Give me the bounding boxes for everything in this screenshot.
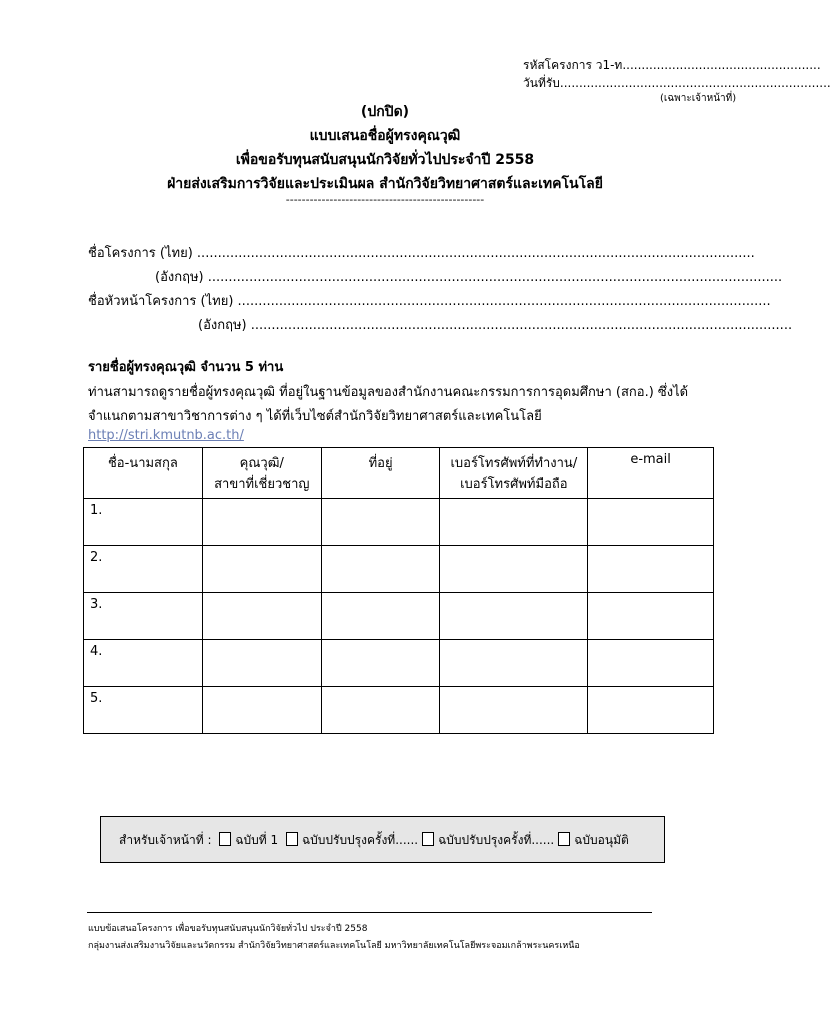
table-cell[interactable]: [202, 546, 321, 593]
project-leader-en[interactable]: (อังกฤษ) ...................................................................................................................................: [198, 318, 793, 333]
table-cell[interactable]: [321, 640, 440, 687]
experts-desc-line2: จำแนกตามสาขาวิชาการต่าง ๆ ได้ที่เว็บไซต์สำนักวิจัยวิทยาศาสตร์และเทคโนโลยี: [88, 409, 542, 424]
col-name-header: ชื่อ-นามสกุล: [84, 448, 203, 499]
checkbox-approved[interactable]: [558, 832, 570, 846]
table-cell[interactable]: [321, 499, 440, 546]
table-row: [84, 546, 714, 593]
table-cell[interactable]: [321, 546, 440, 593]
table-cell[interactable]: [588, 546, 714, 593]
page-title: แบบเสนอชื่อผู้ทรงคุณวุฒิ: [309, 128, 461, 144]
project-code-field: รหัสโครงการ ว1-ท....................................................: [523, 58, 821, 72]
table-row: [84, 640, 714, 687]
col-address-header: ที่อยู่: [321, 448, 440, 499]
table-row: [84, 499, 714, 546]
received-date-field: วันที่รับ.......................................................................: [523, 76, 831, 90]
table-cell[interactable]: [440, 593, 588, 640]
table-cell[interactable]: [202, 593, 321, 640]
option-approved-label: ฉบับอนุมัติ: [574, 833, 629, 847]
stri-website-link[interactable]: http://stri.kmutnb.ac.th/: [88, 428, 244, 443]
table-cell[interactable]: [440, 546, 588, 593]
table-cell[interactable]: [321, 593, 440, 640]
option-revision-b-label: ฉบับปรับปรุงครั้งที่......: [438, 833, 555, 847]
checkbox-revision-b[interactable]: [422, 832, 434, 846]
row-number: 4.: [84, 640, 203, 687]
footer-line1: แบบข้อเสนอโครงการ เพื่อขอรับทุนสนับสนุนนักวิจัยทั่วไป ประจำปี 2558: [88, 924, 368, 934]
checkbox-version-1[interactable]: [219, 832, 231, 846]
table-row: [84, 593, 714, 640]
row-number: 5.: [84, 687, 203, 734]
project-leader-th[interactable]: ชื่อหัวหน้าโครงการ (ไทย) .................................................................................................................................: [88, 294, 771, 309]
col-email-header: e-mail: [588, 448, 714, 499]
option-revision-a-label: ฉบับปรับปรุงครั้งที่......: [301, 833, 419, 847]
table-header-row: [84, 448, 714, 499]
table-cell[interactable]: [588, 499, 714, 546]
experts-desc-line1: ท่านสามารถดูรายชื่อผู้ทรงคุณวุฒิ ที่อยู่ในฐานข้อมูลของสำนักงานคณะกรรมการการอุดมศึกษา (สกอ.) ซึ่งได้: [88, 385, 689, 400]
table-cell[interactable]: [440, 640, 588, 687]
project-name-en[interactable]: (อังกฤษ) ...........................................................................................................................................: [155, 270, 783, 285]
header-divider: --------------------------------------------------: [285, 193, 485, 206]
officer-use-label: สำหรับเจ้าหน้าที่ :: [119, 833, 212, 847]
table-cell[interactable]: [440, 687, 588, 734]
col-phone-header: เบอร์โทรศัพท์ที่ทำงาน/ เบอร์โทรศัพท์มือถือ: [440, 448, 588, 499]
table-cell[interactable]: [588, 640, 714, 687]
row-number: 2.: [84, 546, 203, 593]
officer-only-note: (เฉพาะเจ้าหน้าที่): [660, 93, 737, 104]
experts-table: [83, 447, 714, 734]
cover-label: (ปกปิด): [360, 104, 410, 120]
table-row: [84, 687, 714, 734]
table-cell[interactable]: [321, 687, 440, 734]
option-version-1-label: ฉบับที่ 1: [235, 833, 279, 847]
table-cell[interactable]: [202, 687, 321, 734]
checkbox-revision-a[interactable]: [286, 832, 298, 846]
table-cell[interactable]: [202, 640, 321, 687]
page-subtitle: เพื่อขอรับทุนสนับสนุนนักวิจัยทั่วไปประจำปี 2558: [235, 152, 535, 168]
row-number: 1.: [84, 499, 203, 546]
officer-use-box: [100, 816, 665, 863]
footer-line2: กลุ่มงานส่งเสริมงานวิจัยและนวัตกรรม สำนักวิจัยวิทยาศาสตร์และเทคโนโลยี มหาวิทยาลัยเทคโนโลยีพระจอมเกล้าพระนครเหนือ: [88, 941, 580, 951]
col-qualification-header: คุณวุฒิ/ สาขาที่เชี่ยวชาญ: [202, 448, 321, 499]
table-cell[interactable]: [440, 499, 588, 546]
table-cell[interactable]: [202, 499, 321, 546]
footer-divider: [87, 912, 652, 913]
project-name-th[interactable]: ชื่อโครงการ (ไทย) .......................................................................................................................................: [88, 246, 755, 261]
department-line: ฝ่ายส่งเสริมการวิจัยและประเมินผล สำนักวิจัยวิทยาศาสตร์และเทคโนโลยี: [167, 176, 603, 192]
row-number: 3.: [84, 593, 203, 640]
experts-heading: รายชื่อผู้ทรงคุณวุฒิ จำนวน 5 ท่าน: [88, 360, 284, 375]
table-cell[interactable]: [588, 687, 714, 734]
table-cell[interactable]: [588, 593, 714, 640]
